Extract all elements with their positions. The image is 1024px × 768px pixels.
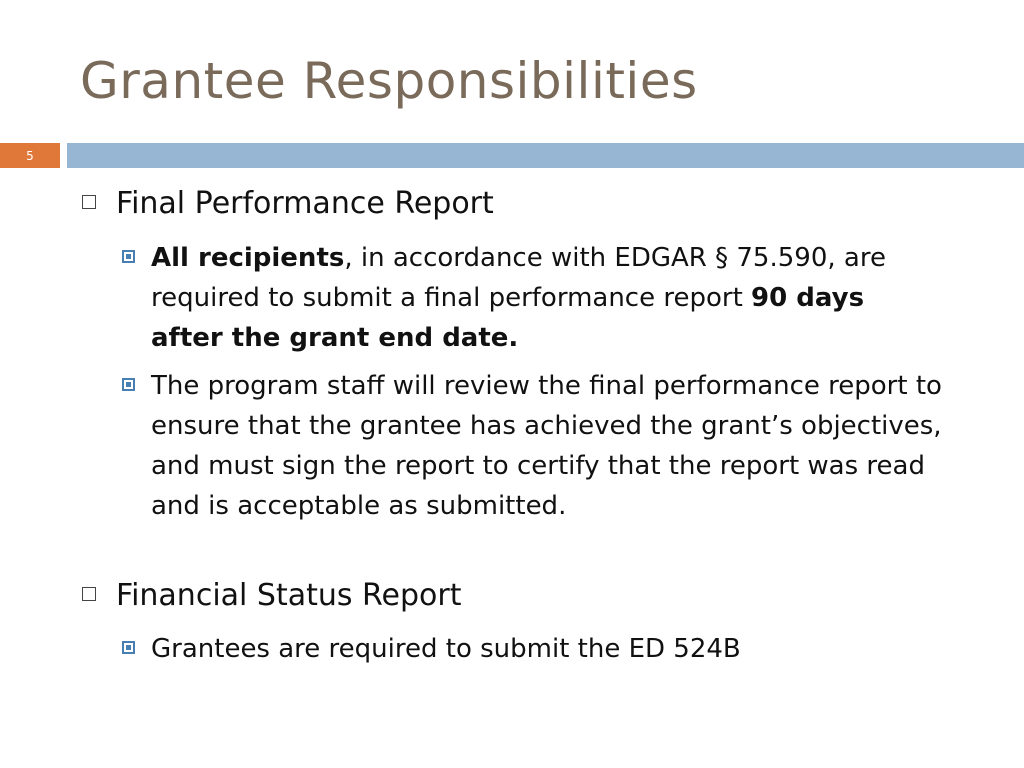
- slide-number: 5: [0, 143, 60, 168]
- bold-lead: All recipients: [151, 243, 345, 273]
- bullet-level2: [122, 629, 942, 669]
- bullet-text-mid: , in accordance with EDGAR § 75.590, are required to submit a final performance report: [151, 243, 886, 313]
- bullet-level2: [122, 238, 942, 358]
- square-bullet-icon: [122, 641, 135, 654]
- hollow-square-bullet-icon: [82, 587, 96, 601]
- section-heading: Final Performance Report: [116, 186, 494, 221]
- slide-title: Grantee Responsibilities: [80, 52, 698, 110]
- divider-stripe: [67, 143, 1024, 168]
- hollow-square-bullet-icon: [82, 195, 96, 209]
- bullet-level1: [82, 186, 494, 221]
- bullet-level1: [82, 578, 461, 613]
- square-bullet-icon: [122, 378, 135, 391]
- bold-tail: 90 days after the grant end date.: [151, 283, 865, 353]
- square-bullet-icon: [122, 250, 135, 263]
- bullet-level2: [122, 366, 942, 526]
- title-divider-band: [0, 143, 1024, 168]
- bullet-text: [151, 238, 942, 358]
- bullet-text: Grantees are required to submit the ED 524B: [151, 634, 741, 664]
- bullet-text: The program staff will review the final performance report to ensure that the grantee has achieved the grant’s objectives, and must sign the report to certify that the report was read and is acceptable as submitted.: [151, 371, 942, 521]
- section-heading: Financial Status Report: [116, 578, 462, 613]
